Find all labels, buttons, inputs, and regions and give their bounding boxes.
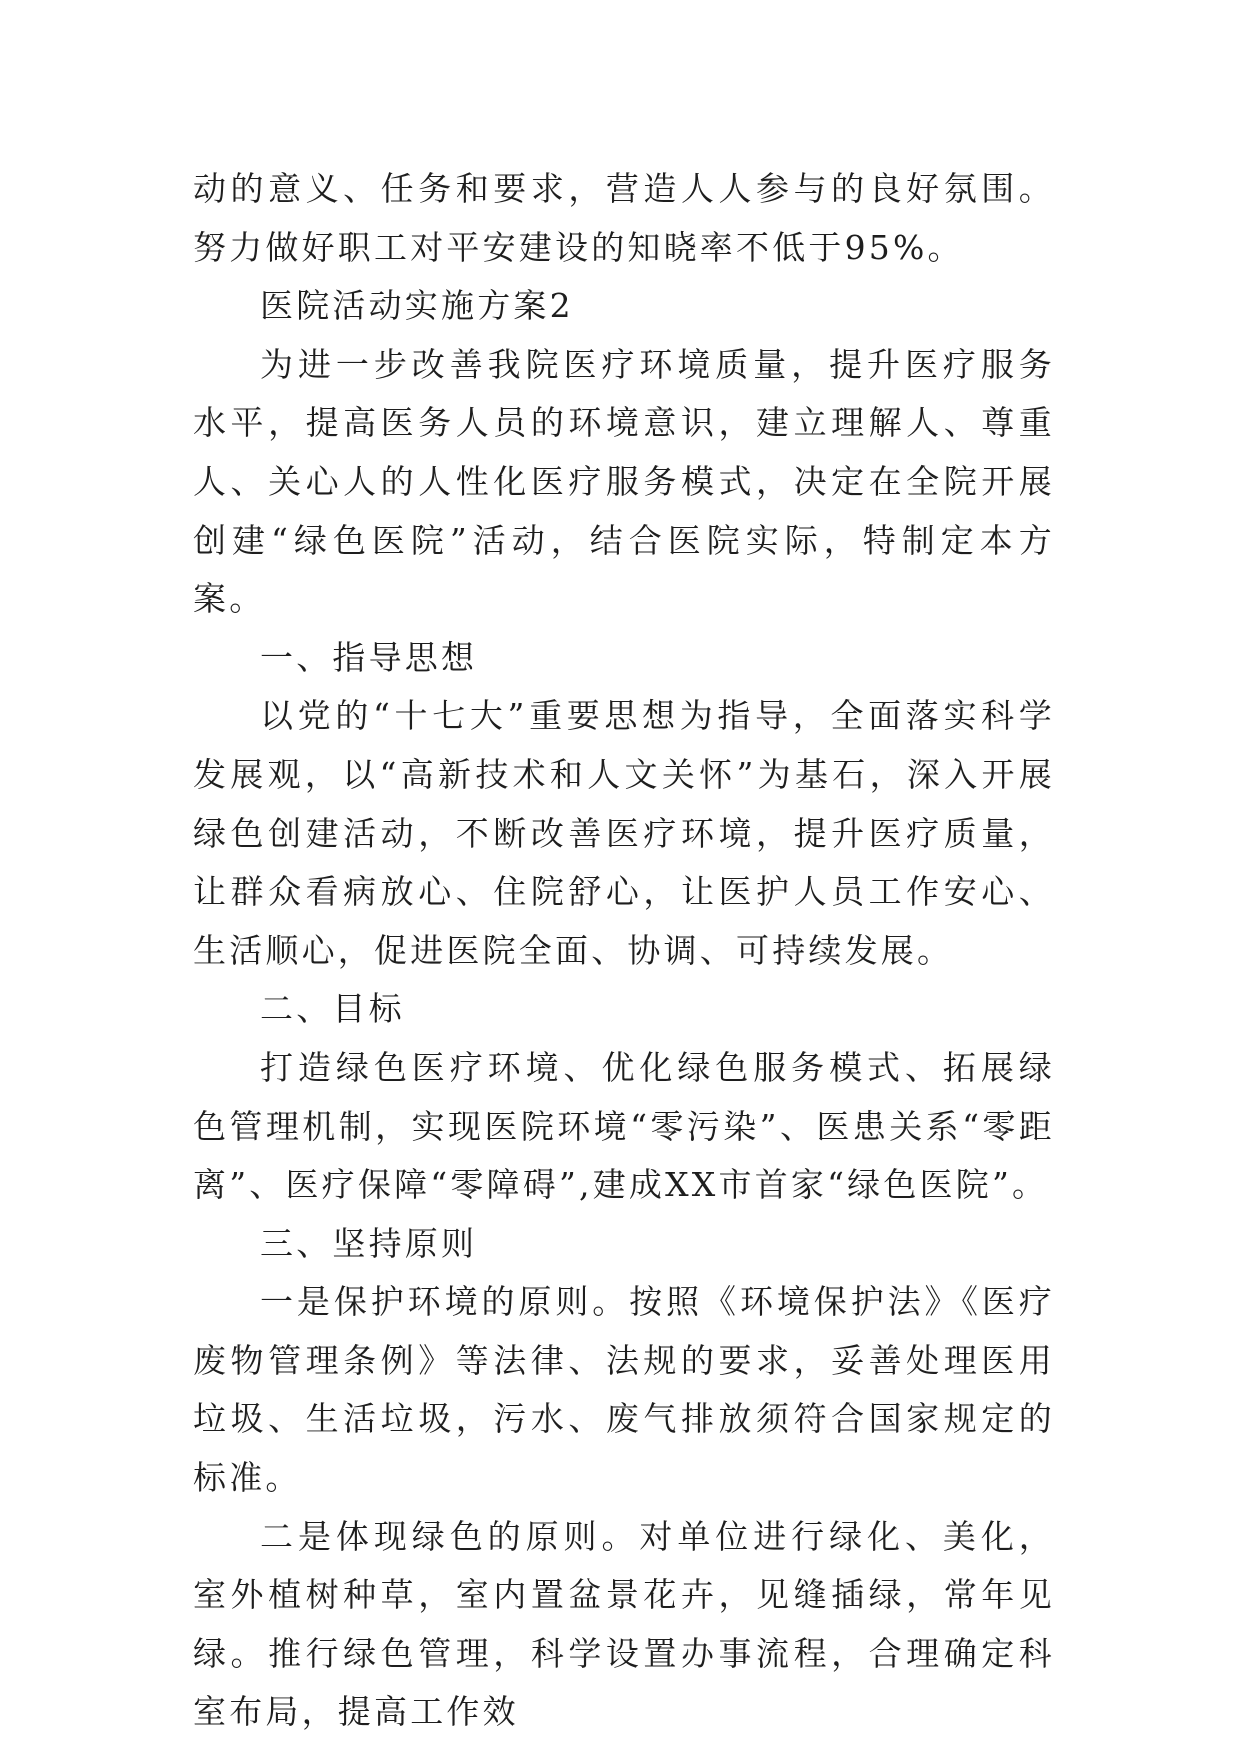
- heading-principles: 三、坚持原则: [260, 1223, 478, 1263]
- paragraph-guiding-ideology: 以党的“十七大”重要思想为指导，全面落实科学发展观，以“高新技术和人文关怀”为基石，深入开展绿色创建活动，不断改善医疗环境，提升医疗质量，让群众看病放心、住院舒心，让医护人员工作安心、生活顺心，促进医院全面、协调、可持续发展。: [193, 696, 1055, 970]
- paragraph-intro: 为进一步改善我院医疗环境质量，提升医疗服务水平，提高医务人员的环境意识，建立理解人、尊重人、关心人的人性化医疗服务模式，决定在全院开展创建“绿色医院”活动，结合医院实际，特制定本方案。: [193, 344, 1055, 619]
- paragraph-continuation: 动的意义、任务和要求，营造人人参与的良好氛围。努力做好职工对平安建设的知晓率不低于95%。: [193, 169, 1055, 267]
- paragraph-principle-2: 二是体现绿色的原则。对单位进行绿化、美化，室外植树种草，室内置盆景花卉，见缝插绿，常年见绿。推行绿色管理，科学设置办事流程，合理确定科室布局，提高工作效: [193, 1516, 1055, 1732]
- document-body: [193, 160, 1055, 1742]
- heading-goals: 二、目标: [260, 989, 405, 1029]
- section-title-plan-2: 医院活动实施方案2: [260, 286, 574, 326]
- paragraph-principle-1: 一是保护环境的原则。按照《环境保护法》《医疗废物管理条例》等法律、法规的要求，妥善处理医用垃圾、生活垃圾，污水、废气排放须符合国家规定的标准。: [193, 1282, 1055, 1498]
- paragraph-goals: 打造绿色医疗环境、优化绿色服务模式、拓展绿色管理机制，实现医院环境“零污染”、医患关系“零距离”、医疗保障“零障碍”,建成XX市首家“绿色医院”。: [193, 1047, 1055, 1205]
- heading-guiding-ideology: 一、指导思想: [260, 637, 478, 677]
